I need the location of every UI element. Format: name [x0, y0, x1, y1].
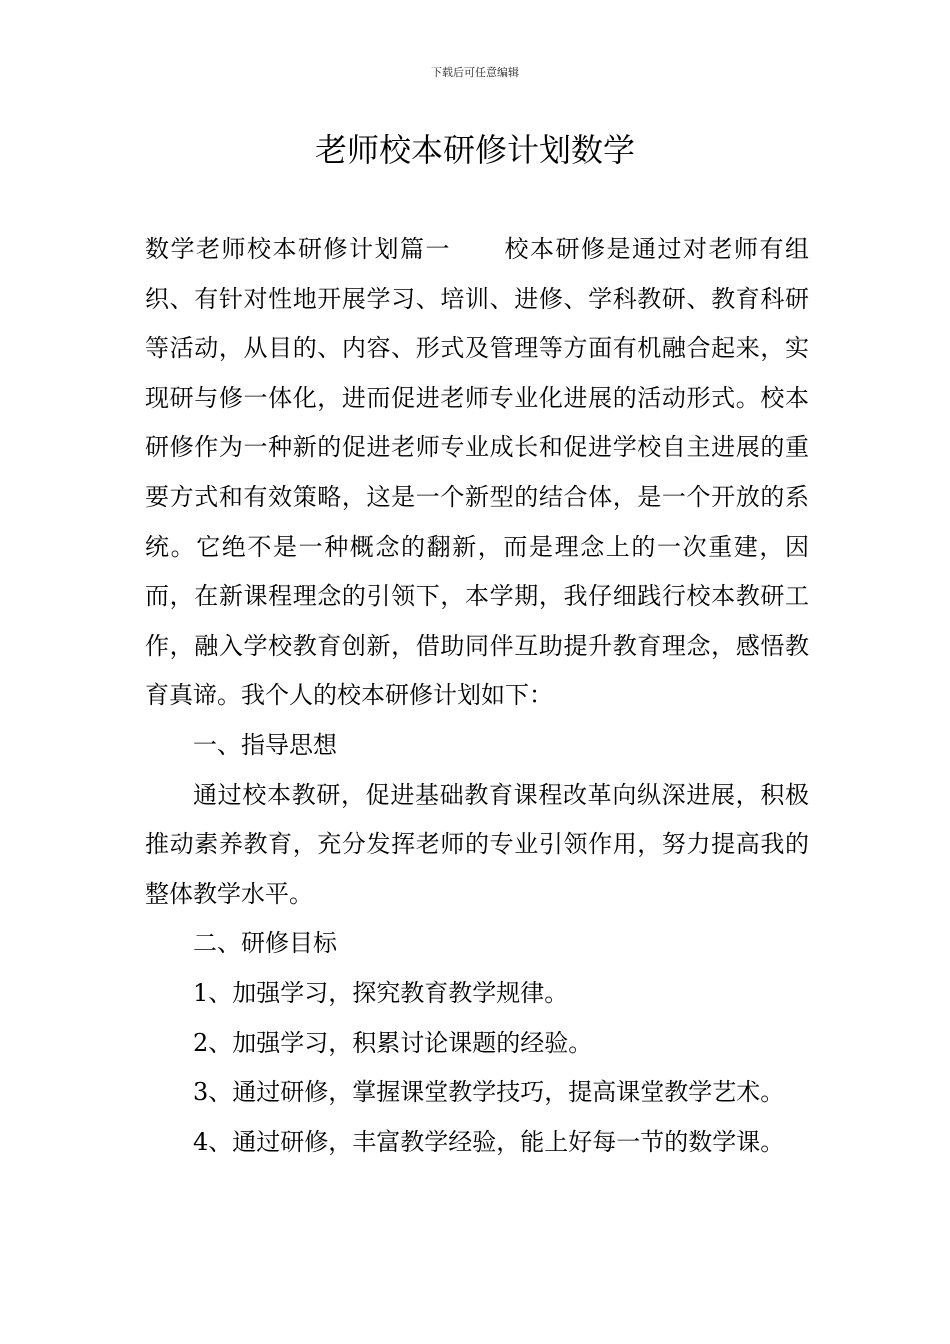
header-note: 下载后可任意编辑: [431, 66, 519, 79]
document-body: [145, 225, 809, 1167]
section1-heading: 一、指导思想: [193, 730, 337, 759]
document-title: 老师校本研修计划数学: [314, 131, 635, 169]
section2-item-4: 4、通过研修，丰富教学经验，能上好每一节的数学课。: [193, 1127, 785, 1156]
section2-item-2: 2、加强学习，积累讨论课题的经验。: [193, 1028, 593, 1057]
section2-item-1: 1、加强学习，探究教育教学规律。: [193, 978, 569, 1007]
intro-heading: 数学老师校本研修计划篇一: [145, 235, 451, 263]
intro-text: 校本研修是通过对老师有组织、有针对性地开展学习、培训、进修、学科教研、教育科研等活动，从目的、内容、形式及管理等方面有机融合起来，实现研与修一体化，进而促进老师专业化进展的活动形式。校本研修作为一种新的促进老师专业成长和促进学校自主进展的重要方式和有效策略，这是一个新型的结合体，是一个开放的系统。它绝不是一种概念的翻新，而是理念上的一次重建，因而，在新课程理念的引领下，本学期，我仔细践行校本教研工作，融入学校教育创新，借助同伴互助提升教育理念，感悟教育真谛。我个人的校本研修计划如下：: [145, 235, 809, 710]
intro-paragraph: [145, 225, 809, 721]
section2-heading: 二、研修目标: [193, 929, 337, 958]
section1-paragraph: 通过校本教研，促进基础教育课程改革向纵深进展，积极推动素养教育，充分发挥老师的专业引领作用，努力提高我的整体教学水平。: [145, 780, 809, 908]
section2-item-3: 3、通过研修，掌握课堂教学技巧，提高课堂教学艺术。: [193, 1078, 785, 1107]
